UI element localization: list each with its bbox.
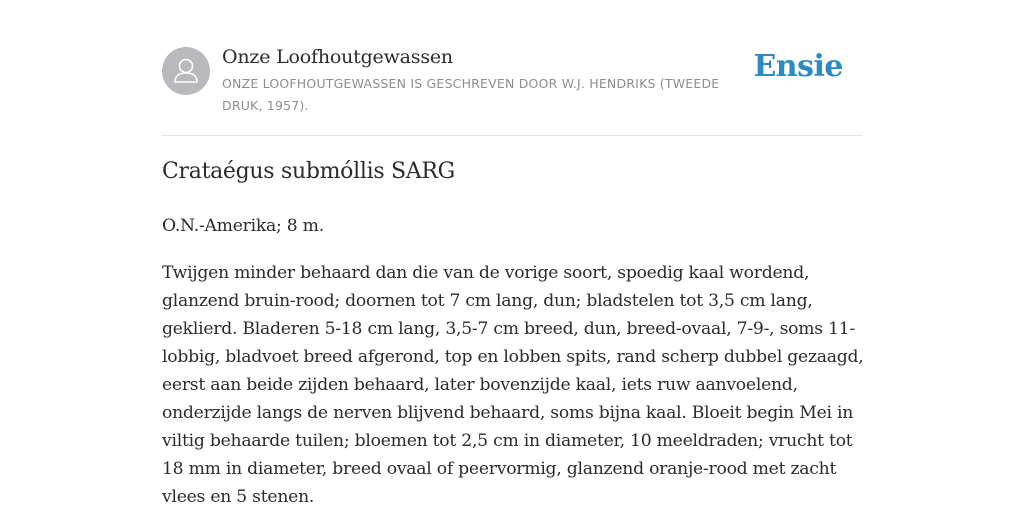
- entry-paragraph-region: O.N.-Amerika; 8 m.: [162, 216, 324, 236]
- brand-logo[interactable]: Ensie: [753, 49, 843, 84]
- source-header: [162, 45, 862, 135]
- entry-paragraph-description: Twijgen minder behaard dan die van de vorige soort, spoedig kaal wordend, glanzend bruin-rood; doornen tot 7 cm lang, dun; bladstelen tot 3,5 cm lang, geklierd. Bladeren 5-18 cm lang, 3,5-7 cm breed, dun, breed-ovaal, 7-9-, soms 11-lobbig, bladvoet breed afgerond, top en lobben spits, rand scherp dubbel gezaagd, eerst aan beide zijden behaard, later bovenzijde kaal, iets ruw aanvoelend, onderzijde langs de nerven blijvend behaard, soms bijna kaal. Bloeit begin Mei in viltig behaarde tuilen; bloemen tot 2,5 cm in diameter, 10 meeldraden; vrucht tot 18 mm in diameter, breed ovaal of peervormig, glanzend oranje-rood met zacht vlees en 5 stenen.: [162, 263, 864, 507]
- source-title[interactable]: Onze Loofhoutgewassen: [222, 46, 453, 68]
- user-avatar-icon: [162, 47, 210, 95]
- header-divider: [162, 135, 862, 136]
- source-description: ONZE LOOFHOUTGEWASSEN IS GESCHREVEN DOOR W.J. HENDRIKS (TWEEDE DRUK, 1957).: [222, 76, 720, 113]
- entry-title: Crataégus submóllis SARG: [162, 159, 455, 184]
